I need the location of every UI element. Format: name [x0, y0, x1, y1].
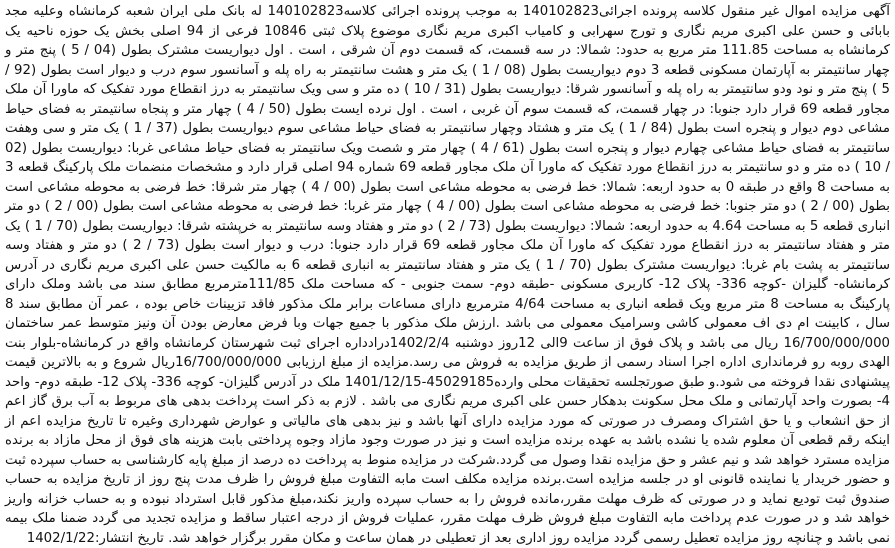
auction-notice-body: آگهی مزایده اموال غیر منقول کلاسه پرونده اجرائی140102823 به موجب پرونده اجرائی کلاسه140102823 له بانک ملی ایران شعبه کرمانشاه وعلیه مجد بابائی و حسن علی اکبری مریم نگاری و تورج سهرابی و کامیاب اکبری مریم نگاری موضوع پلاک ثبتی 10846 فرعی از 94 اصلی بخش یک حوزه ناحیه یک کرمانشاه به مساحت 111.85 متر مربع به حدود: شمالا: در سه قسمت، که قسمت دوم آن شرقی ، است . اول دیواریست مشترک بطول (04 / 5 ) پنج متر و چهار سانتیمتر به آپارتمان مسکونی قطعه 3 دوم دیواریست بطول (08 / 1 ) یک متر و هشت سانتیمتر به راه پله و آسانسور سوم درب و دیوار است بطول (92 / 5 ) پنج متر و نود ودو سانتیمتر به راه پله و آسانسور شرقا: دیواریست بطول (31 / 10 ) ده متر و سی ویک سانتیمتر به درز انقطاع مورد تفکیک که ماورا آن ملک مجاور قطعه 69 قرار دارد جنوبا: در چهار قسمت، که قسمت سوم آن غربی ، است . اول نرده ایست بطول (50 / 4 ) چهار متر و پنجاه سانتیمتر به فضای حیاط مشاعی دوم دیوار و پنجره است بطول (84 / 1 ) یک متر و هشتاد وچهار سانتیمتر به فضای حیاط مشاعی سوم دیواریست بطول (37 / 1 ) یک متر و سی وهفت سانتیمتر به فضای حیاط مشاعی چهارم دیوار و پنجره است بطول (61 / 4 ) چهار متر و شصت ویک سانتیمتر به فضای حیاط مشاعی غربا: دیواریست بطول (02 / 10 ) ده متر و دو سانتیمتر به درز انقطاع مورد تفکیک که ماورا آن ملک مجاور قطعه 69 شماره 94 اصلی قرار دارد و مشخصات منضمات ملک پارکینگ قطعه 3 به مساحت 8 واقع در طبقه 0 به حدود اربعه: شمالا: خط فرضی به محوطه مشاعی است بطول (00 / 4 ) چهار متر شرقا: خط فرضی به محوطه مشاعی است بطول (00 / 2 ) دو متر جنوبا: خط فرضی به محوطه مشاعی است بطول (00 / 4 ) چهار متر غربا: خط فرضی به محوطه مشاعی است بطول (00 / 2 ) دو متر انباری قطعه 5 به مساحت 4.64 به حدود اربعه: شمالا: دیواریست بطول (73 / 2 ) دو متر و هفتاد وسه سانتیمتر به خرپشته شرقا: دیواریست بطول (70 / 1 ) یک متر و هفتاد سانتیمتر به درز انقطاع مورد تفکیک که ماورا آن ملک مجاور قطعه 69 قرار دارد جنوبا: درب و دیوار است بطول (73 / 2 ) دو متر و هفتاد وسه سانتیمتر به پشت بام غربا: دیواریست مشترک بطول (70 / 1 ) یک متر و هفتاد سانتیمتر به انباری قطعه 6 به مالکیت حسن علی اکبری مریم نگاری در آدرس کرمانشاه- گلیزان -کوچه 336- پلاک 12- کاربری مسکونی -طبقه دوم- سمت جنوبی - که مساحت ملک 111/85مترمربع مطابق سند می باشد وملک دارای پارکینگ به مساحت 8 متر مربع ویک قطعه انباری به مساحت 4/64 مترمربع دارای مساعات برابر ملک مذکور فاقد تزیینات خاص بوده ، عمر آن مطابق سند 8 سال ، کابینت ام دی اف معمولی کاشی وسرامیک معمولی می باشد .ارزش ملک مذکور با جمیع جهات وبا فرض معارض بودن آن ونیز متوسط عمر ساختمان 16/700/000/000 ریال می باشد و پلاک فوق از ساعت 9الی 12روز دوشنبه 1402/2/4درادداره اجرای ثبت شهرستان کرمانشاه واقع در کرمانشاه-بلوار بنت الهدی روبه رو فرمانداری اداره اجرا اسناد رسمی از طریق مزایده به فروش می رسد.مزایده از مبلغ ارزیابی 16/700/000/000ریال شروع و به بالاترین قیمت پیشنهادی نقدا فروخته می شود.و طبق صورتجلسه تحقیقات محلی وارده45029185-1401/12/15 ملک در آدرس گلیزان- کوچه 336- پلاک 12- طبقه دوم- واحد 4- بصورت واحد آپارتمانی و ملک محل سکونت بدهکار حسن علی اکبری مریم نگاری می باشد . لازم به ذکر است پرداخت بدهی های مربوط به آب برق گاز اعم از حق انشعاب و یا حق اشتراک ومصرف در صورتی که مورد مزایده دارای آنها باشد و نیز بدهی های مالیاتی و عوارض شهرداری وغیره تا تاریخ مزایده اعم از اینکه رقم قطعی آن معلوم شده یا نشده باشد به عهده برنده مزایده است و نیز در صورت وجود مازاد وجوه پرداختی بابت هزینه های فوق از محل مازاد به برنده مزایده مسترد خواهد شد و نیم عشر و حق مزایده نقدا وصول می گردد.شرکت در مزایده منوط به پرداخت ده درصد از مبلغ پایه کارشناسی به حساب سپرده ثبت و حضور خریدار یا نماینده قانونی او در جلسه مزایده است.برنده مزایده مکلف است مابه التفاوت مبلغ فروش را ظرف مدت پنج روز از تاریخ مزایده به حساب صندوق ثبت تودیع نماید و در صورتی که ظرف مهلت مقرر،مانده فروش را به حساب سپرده واریز نکند،مبلغ مذکور قابل استرداد نبوده و به حساب خزانه واریز خواهد شد و در صورت عدم پرداخت مابه التفاوت مبلغ فروش ظرف مهلت مقرر، عملیات فروش از درجه اعتبار ساقط و مزایده تجدید می گردد ضمنا ملک بیمه نمی باشد و چنانچه روز مزایده تعطیل رسمی گردد مزایده روز اداری بعد از تعطیلی در همان ساعت و مکان مقرر برگزار خواهد شد. تاریخ انتشار:1402/1/22 [5, 4, 891, 546]
